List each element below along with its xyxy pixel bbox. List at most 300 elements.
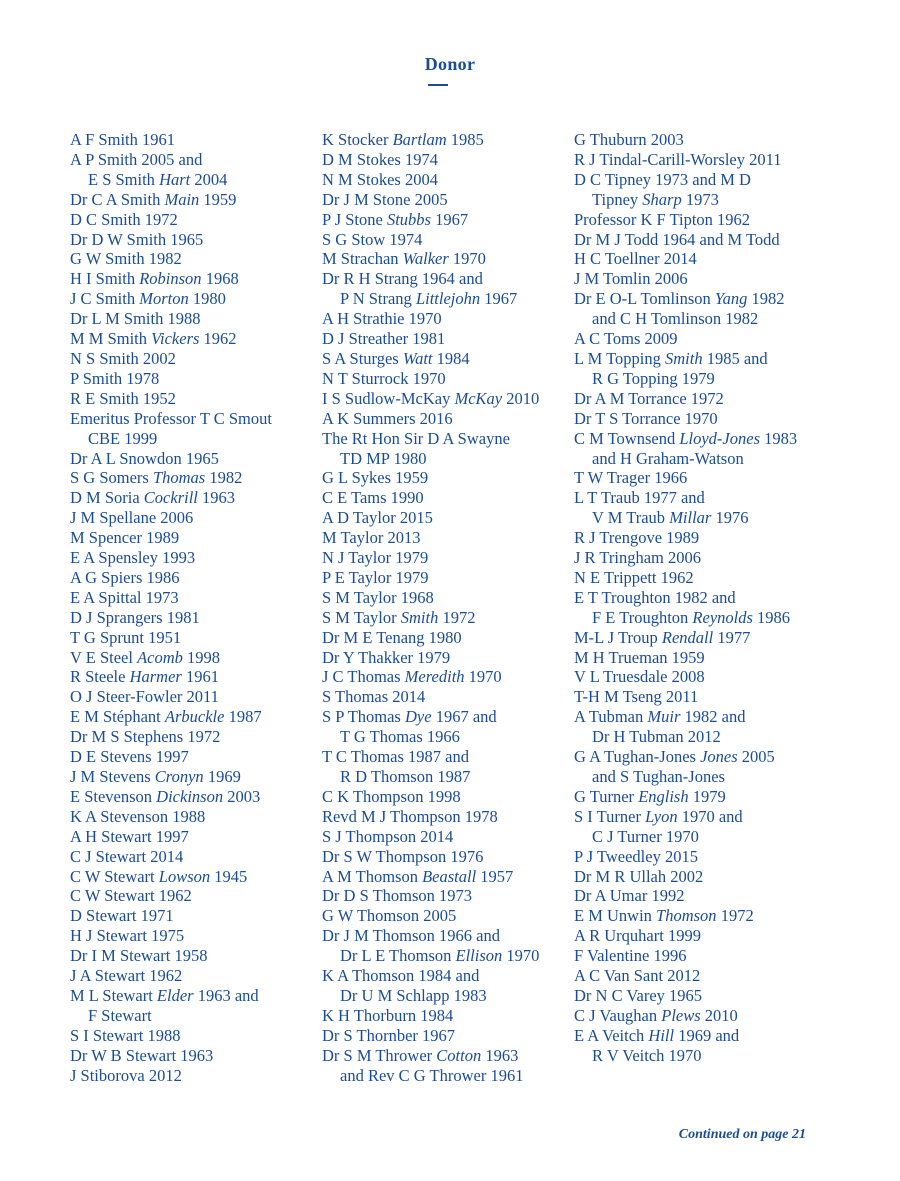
donor-text: D C Tipney 1973 and M D	[574, 169, 751, 189]
donor-entry	[70, 906, 310, 926]
donor-text: T-H M Tseng 2011	[574, 687, 699, 707]
maiden-name: Thomas	[152, 468, 206, 488]
donor-text: A H Strathie 1970	[322, 309, 442, 329]
donor-entry	[574, 946, 819, 966]
maiden-name: Cotton	[436, 1045, 482, 1065]
donor-text: and C H Tomlinson 1982	[592, 309, 759, 329]
donor-text: H J Stewart 1975	[70, 926, 185, 946]
donor-entry	[574, 130, 819, 150]
maiden-name: Stubbs	[386, 209, 431, 229]
donor-entry	[322, 1026, 562, 1046]
donor-entry	[70, 289, 310, 309]
donor-text: 1985	[446, 130, 484, 149]
donor-entry	[70, 269, 310, 289]
donor-text: 1945	[210, 866, 248, 886]
maiden-name: Thomson	[656, 906, 717, 926]
donor-entry	[574, 289, 819, 329]
donor-text: Dr M E Tenang 1980	[322, 627, 462, 647]
maiden-name: Jones	[700, 747, 738, 767]
donor-text: 1963 and	[193, 985, 259, 1005]
donor-entry	[70, 309, 310, 329]
donor-text: Dr A L Snowdon 1965	[70, 448, 219, 468]
donor-text: Dr R H Strang 1964 and	[322, 269, 483, 289]
donor-text: J A Stewart 1962	[70, 966, 183, 986]
donor-text: F Valentine 1996	[574, 946, 687, 966]
donor-entry	[70, 847, 310, 867]
maiden-name: Lowson	[158, 866, 211, 886]
donor-text: S I Stewart 1988	[70, 1025, 181, 1045]
donor-text: A F Smith 1961	[70, 130, 175, 149]
donor-text: 1962	[199, 329, 237, 349]
donor-entry	[70, 190, 310, 210]
donor-text: S G Somers	[70, 468, 153, 488]
donor-entry	[574, 249, 819, 269]
donor-text: Dr D W Smith 1965	[70, 229, 204, 249]
donor-text: 1967	[430, 209, 469, 229]
donor-entry	[322, 548, 562, 568]
donor-text: A K Summers 2016	[322, 408, 453, 428]
maiden-name: Smith	[400, 607, 439, 627]
donor-text: N S Smith 2002	[70, 348, 176, 368]
donor-entry	[322, 488, 562, 508]
donor-text: S M Taylor	[322, 607, 401, 627]
maiden-name: English	[638, 786, 689, 806]
donor-entry	[70, 568, 310, 588]
maiden-name: Muir	[647, 707, 681, 727]
donor-text: 1985 and	[702, 348, 768, 368]
donor-text: C J Turner 1970	[592, 826, 699, 846]
donor-entry	[574, 906, 819, 926]
donor-entry	[322, 648, 562, 668]
donor-text: and S Tughan-Jones	[592, 767, 725, 786]
donor-text: 1969	[203, 767, 241, 786]
donor-entry	[574, 747, 819, 787]
donor-entry	[322, 150, 562, 170]
donor-entry	[322, 130, 562, 150]
donor-text: N E Trippett 1962	[574, 567, 694, 587]
donor-entry	[322, 906, 562, 926]
donor-entry	[322, 409, 562, 429]
continued-note: Continued on page 21	[678, 1127, 806, 1142]
donor-entry	[70, 1046, 310, 1066]
donor-text: S J Thompson 2014	[322, 826, 454, 846]
donor-text: L M Topping	[574, 348, 665, 368]
donor-entry	[574, 867, 819, 887]
donor-text: J Stiborova 2012	[70, 1065, 182, 1085]
donor-text: M H Trueman 1959	[574, 647, 705, 667]
donor-text: Dr J M Stone 2005	[322, 189, 448, 209]
maiden-name: Robinson	[139, 269, 202, 289]
donor-entry	[70, 886, 310, 906]
donor-entry	[70, 667, 310, 687]
donor-text: 1970 and	[677, 806, 743, 826]
donor-text: E S Smith	[88, 169, 160, 189]
title-underline	[428, 84, 448, 86]
donor-text: 1984	[432, 348, 470, 368]
donor-text: Dr C A Smith	[70, 189, 165, 209]
maiden-name: Walker	[402, 249, 449, 269]
donor-entry	[70, 230, 310, 250]
donor-entry	[574, 528, 819, 548]
donor-text: S Thomas 2014	[322, 687, 426, 707]
donor-text: and H Graham-Watson	[592, 448, 744, 468]
donor-entry	[70, 389, 310, 409]
donor-entry	[70, 588, 310, 608]
donor-entry	[574, 687, 819, 707]
donor-text: M Spencer 1989	[70, 528, 180, 548]
donor-entry	[70, 727, 310, 747]
donor-text: P J Tweedley 2015	[574, 846, 698, 866]
donor-text: T G Sprunt 1951	[70, 627, 182, 647]
donor-text: A C Van Sant 2012	[574, 966, 701, 986]
donor-text: Dr E O-L Tomlinson	[574, 289, 715, 309]
donor-text: M M Smith	[70, 329, 152, 349]
donor-entry	[574, 150, 819, 170]
donor-entry	[322, 787, 562, 807]
maiden-name: McKay	[454, 388, 503, 408]
donor-text: Dr D S Thomson 1973	[322, 886, 473, 906]
donor-entry	[70, 747, 310, 767]
donor-text: and Rev C G Thrower 1961	[340, 1065, 524, 1085]
donor-entry	[322, 230, 562, 250]
donor-entry	[574, 468, 819, 488]
donor-text: A D Taylor 2015	[322, 508, 433, 528]
donor-entry	[574, 210, 819, 230]
donor-text: J C Thomas	[322, 667, 405, 687]
donor-text: Dr A Umar 1992	[574, 886, 685, 906]
maiden-name: Dickinson	[156, 786, 224, 806]
donor-column-3	[574, 130, 819, 1066]
donor-text: S A Sturges	[322, 348, 403, 368]
donor-text: Dr I M Stewart 1958	[70, 946, 208, 966]
donor-entry	[70, 409, 310, 449]
donor-entry	[70, 150, 310, 190]
donor-text: H C Toellner 2014	[574, 249, 697, 269]
donor-entry	[322, 210, 562, 230]
donor-text: R Steele	[70, 667, 130, 687]
donor-text: A C Toms 2009	[574, 329, 678, 349]
donor-text: P N Strang	[340, 289, 416, 309]
donor-entry	[322, 807, 562, 827]
donor-entry	[70, 608, 310, 628]
donor-text: C M Townsend	[574, 428, 680, 448]
donor-text: Dr A M Torrance 1972	[574, 388, 724, 408]
donor-text: R J Tindal-Carill-Worsley 2011	[574, 149, 782, 169]
donor-entry	[574, 966, 819, 986]
donor-entry	[574, 389, 819, 409]
donor-text: 1998	[182, 647, 221, 667]
donor-text: I S Sudlow-McKay	[322, 388, 455, 408]
donor-entry	[574, 548, 819, 568]
donor-entry	[70, 946, 310, 966]
donor-entry	[574, 926, 819, 946]
maiden-name: Morton	[139, 289, 189, 309]
donor-text: D Stewart 1971	[70, 906, 174, 926]
donor-entry	[574, 847, 819, 867]
donor-entry	[70, 249, 310, 269]
donor-text: S I Turner	[574, 806, 646, 826]
donor-entry	[70, 966, 310, 986]
donor-text: 1982	[747, 289, 785, 309]
donor-entry	[70, 986, 310, 1026]
donor-entry	[70, 827, 310, 847]
donor-text: Dr U M Schlapp 1983	[340, 985, 487, 1005]
maiden-name: Cockrill	[143, 488, 198, 508]
donor-text: M-L J Troup	[574, 627, 662, 647]
donor-entry	[70, 1066, 310, 1086]
maiden-name: Ellison	[455, 946, 503, 966]
donor-entry	[322, 847, 562, 867]
maiden-name: Hill	[648, 1025, 675, 1045]
donor-text: C W Stewart	[70, 866, 159, 886]
donor-text: E M Unwin	[574, 906, 657, 926]
donor-text: E T Troughton 1982 and	[574, 587, 736, 607]
donor-text: 2010	[700, 1005, 738, 1025]
donor-text: F Stewart	[88, 1005, 152, 1025]
donor-entry	[322, 827, 562, 847]
donor-text: A P Smith 2005 and	[70, 149, 203, 169]
maiden-name: Cronyn	[154, 767, 204, 786]
donor-entry	[574, 1026, 819, 1066]
donor-text: F E Troughton	[592, 607, 693, 627]
donor-text: R J Trengove 1989	[574, 528, 700, 548]
donor-text: Dr M J Todd 1964 and M Todd	[574, 229, 780, 249]
donor-entry	[322, 249, 562, 269]
donor-text: 1982	[205, 468, 243, 488]
donor-entry	[322, 608, 562, 628]
donor-text: R V Veitch 1970	[592, 1045, 702, 1065]
maiden-name: Lloyd-Jones	[679, 428, 760, 448]
donor-entry	[322, 707, 562, 747]
maiden-name: Rendall	[661, 627, 714, 647]
donor-entry	[322, 468, 562, 488]
donor-text: 2010	[502, 388, 540, 408]
donor-entry	[322, 568, 562, 588]
donor-text: M Taylor 2013	[322, 528, 421, 548]
donor-text: C J Stewart 2014	[70, 846, 184, 866]
donor-text: T G Thomas 1966	[340, 727, 460, 747]
donor-text: Professor K F Tipton 1962	[574, 209, 751, 229]
donor-text: D M Soria	[70, 488, 144, 508]
donor-entry	[70, 787, 310, 807]
donor-text: Dr M S Stephens 1972	[70, 727, 221, 747]
donor-entry	[574, 1006, 819, 1026]
donor-entry	[322, 1006, 562, 1026]
donor-text: O J Steer-Fowler 2011	[70, 687, 219, 707]
donor-text: P J Stone	[322, 209, 387, 229]
donor-text: 1963	[481, 1045, 519, 1065]
donor-entry	[322, 170, 562, 190]
donor-text: 1973	[681, 189, 719, 209]
donor-text: V E Steel	[70, 647, 138, 667]
donor-entry	[574, 886, 819, 906]
donor-text: E M Stéphant	[70, 707, 165, 727]
donor-text: E A Veitch	[574, 1025, 649, 1045]
donor-text: E A Spensley 1993	[70, 548, 196, 568]
donor-entry	[322, 349, 562, 369]
donor-entry	[322, 309, 562, 329]
donor-text: E Stevenson	[70, 786, 157, 806]
donor-text: 1970	[448, 249, 486, 269]
donor-entry	[70, 687, 310, 707]
donor-text: C J Vaughan	[574, 1005, 662, 1025]
donor-text: D E Stevens 1997	[70, 747, 189, 767]
donor-text: G Thuburn 2003	[574, 130, 684, 149]
donor-text: D J Streather 1981	[322, 329, 446, 349]
donor-entry	[322, 369, 562, 389]
donor-entry	[70, 329, 310, 349]
page-title: Donor	[424, 54, 476, 74]
donor-entry	[70, 548, 310, 568]
donor-entry	[70, 707, 310, 727]
donor-entry	[70, 369, 310, 389]
donor-text: 1968	[201, 269, 239, 289]
maiden-name: Main	[164, 189, 200, 209]
donor-text: A H Stewart 1997	[70, 826, 189, 846]
donor-text: 1967 and	[431, 707, 497, 727]
donor-text: S G Stow 1974	[322, 229, 423, 249]
maiden-name: Watt	[402, 348, 433, 368]
donor-entry	[70, 449, 310, 469]
donor-text: 1970	[502, 946, 540, 966]
maiden-name: Yang	[714, 289, 748, 309]
donor-text: CBE 1999	[88, 428, 158, 448]
donor-text: 1972	[716, 906, 754, 926]
donor-column-1	[70, 130, 310, 1086]
donor-entry	[574, 230, 819, 250]
donor-text: J M Spellane 2006	[70, 508, 194, 528]
donor-entry	[574, 986, 819, 1006]
donor-text: A Tubman	[574, 707, 648, 727]
maiden-name: Vickers	[151, 329, 200, 349]
donor-text: TD MP 1980	[340, 448, 427, 468]
donor-text: 1986	[752, 607, 791, 627]
donor-text: J C Smith	[70, 289, 140, 309]
donor-text: C E Tams 1990	[322, 488, 424, 508]
donor-entry	[70, 528, 310, 548]
donor-text: K H Thorburn 1984	[322, 1005, 454, 1025]
donor-text: 2005	[737, 747, 775, 767]
donor-entry	[574, 648, 819, 668]
donor-text: D J Sprangers 1981	[70, 607, 200, 627]
donor-text: 1977	[713, 627, 751, 647]
donor-text: Dr Y Thakker 1979	[322, 647, 451, 667]
donor-entry	[574, 707, 819, 747]
donor-text: 1957	[476, 866, 514, 886]
donor-entry	[322, 329, 562, 349]
donor-entry	[322, 687, 562, 707]
donor-text: Dr S W Thompson 1976	[322, 846, 484, 866]
donor-text: Emeritus Professor T C Smout	[70, 408, 272, 428]
donor-entry	[322, 628, 562, 648]
donor-text: Dr L M Smith 1988	[70, 309, 201, 329]
donor-text: 1980	[188, 289, 226, 309]
donor-text: M L Stewart	[70, 985, 157, 1005]
donor-text: Dr S M Thrower	[322, 1045, 437, 1065]
maiden-name: Beastall	[422, 866, 477, 886]
donor-entry	[574, 409, 819, 429]
maiden-name: Reynolds	[692, 607, 753, 627]
donor-text: A G Spiers 1986	[70, 567, 180, 587]
donor-text: A M Thomson	[322, 866, 423, 886]
donor-text: 1959	[199, 189, 237, 209]
donor-text: R E Smith 1952	[70, 388, 176, 408]
donor-text: G L Sykes 1959	[322, 468, 429, 488]
donor-text: K A Thomson 1984 and	[322, 966, 480, 986]
donor-text: 2003	[223, 786, 261, 806]
donor-text: D M Stokes 1974	[322, 149, 438, 169]
donor-entry	[574, 628, 819, 648]
donor-text: J M Stevens	[70, 767, 155, 786]
donor-text: J R Tringham 2006	[574, 548, 701, 568]
maiden-name: Meredith	[404, 667, 465, 687]
donor-entry	[70, 468, 310, 488]
donor-text: T W Trager 1966	[574, 468, 688, 488]
donor-text: C K Thompson 1998	[322, 786, 461, 806]
donor-entry	[322, 926, 562, 966]
donor-entry	[322, 269, 562, 309]
donor-text: M Strachan	[322, 249, 403, 269]
donor-entry	[322, 867, 562, 887]
maiden-name: Millar	[669, 508, 712, 528]
donor-text: Dr T S Torrance 1970	[574, 408, 718, 428]
donor-text: Tipney	[592, 189, 643, 209]
donor-text: Dr W B Stewart 1963	[70, 1045, 214, 1065]
donor-entry	[70, 867, 310, 887]
donor-text: V L Truesdale 2008	[574, 667, 705, 687]
donor-text: C W Stewart 1962	[70, 886, 192, 906]
donor-text: 1983	[760, 428, 798, 448]
donor-text: G W Thomson 2005	[322, 906, 457, 926]
donor-entry	[574, 329, 819, 349]
donor-text: R G Topping 1979	[592, 368, 715, 388]
donor-entry	[574, 787, 819, 807]
donor-text: Dr L E Thomson	[340, 946, 456, 966]
donor-entry	[574, 667, 819, 687]
maiden-name: Harmer	[129, 667, 182, 687]
donor-text: 1982 and	[680, 707, 746, 727]
maiden-name: Acomb	[137, 647, 183, 667]
donor-text: E A Spittal 1973	[70, 587, 179, 607]
maiden-name: Sharp	[642, 189, 682, 209]
donor-entry	[70, 1026, 310, 1046]
donor-entry	[322, 747, 562, 787]
donor-entry	[322, 667, 562, 687]
donor-entry	[70, 349, 310, 369]
donor-entry	[574, 349, 819, 389]
donor-text: N T Sturrock 1970	[322, 368, 446, 388]
donor-text: K A Stevenson 1988	[70, 806, 206, 826]
donor-text: P E Taylor 1979	[322, 567, 429, 587]
donor-text: Dr J M Thomson 1966 and	[322, 926, 500, 946]
maiden-name: Lyon	[645, 806, 678, 826]
donor-entry	[70, 767, 310, 787]
donor-text: S M Taylor 1968	[322, 587, 434, 607]
donor-text: Revd M J Thompson 1978	[322, 806, 498, 826]
donor-entry	[574, 429, 819, 469]
donor-entry	[574, 488, 819, 528]
donor-text: 1972	[438, 607, 476, 627]
maiden-name: Plews	[661, 1005, 701, 1025]
donor-text: 1963	[197, 488, 235, 508]
donor-entry	[70, 130, 310, 150]
donor-text: A R Urquhart 1999	[574, 926, 701, 946]
donor-text: S P Thomas	[322, 707, 405, 727]
donor-entry	[70, 508, 310, 528]
maiden-name: Arbuckle	[164, 707, 225, 727]
donor-entry	[574, 269, 819, 289]
donor-entry	[70, 210, 310, 230]
